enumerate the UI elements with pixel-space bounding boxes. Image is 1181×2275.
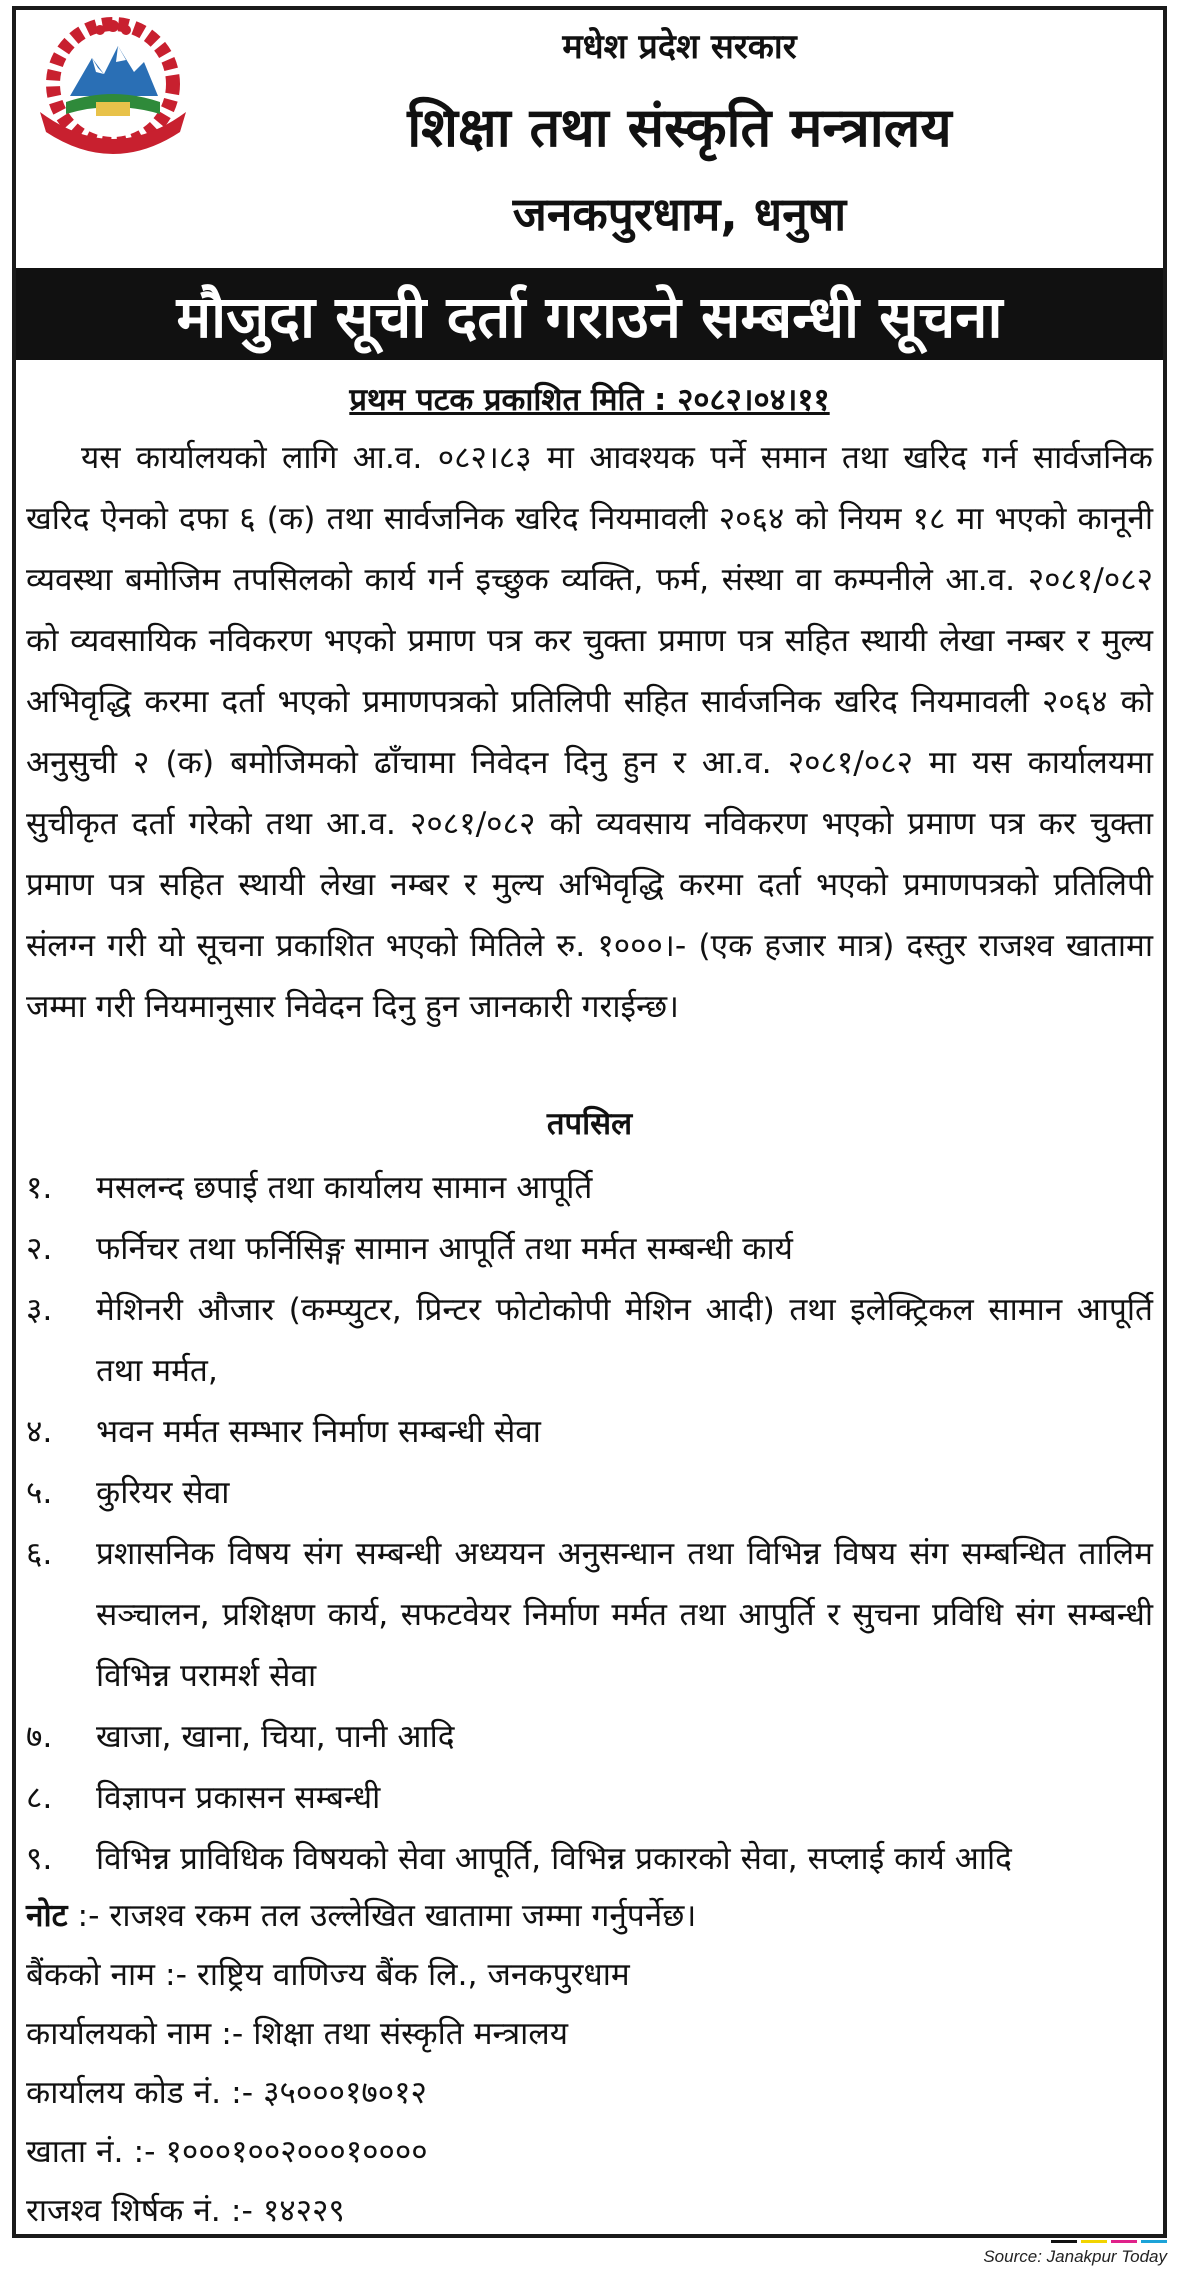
note-text: :- राजश्व रकम तल उल्लेखित खातामा जम्मा गर्नुपर्नेछ। <box>67 1898 697 1934</box>
source-credit: Source: Janakpur Today <box>983 2247 1167 2266</box>
list-item-number: ७. <box>26 1719 53 1755</box>
list-item-number: ५. <box>26 1475 53 1511</box>
list-item-text: कुरियर सेवा <box>96 1475 230 1511</box>
service-list <box>26 1158 1153 1890</box>
list-item-text: विज्ञापन प्रकासन सम्बन्धी <box>96 1780 381 1816</box>
notice-frame <box>12 6 1167 2238</box>
list-item <box>26 1402 1153 1463</box>
list-item-number: ३. <box>26 1292 53 1328</box>
list-item <box>26 1280 1153 1402</box>
list-item <box>26 1158 1153 1219</box>
ministry-name: शिक्षा तथा संस्कृति मन्त्रालय <box>407 96 952 159</box>
payment-details <box>26 1887 1153 2238</box>
revenue-heading-number: राजश्व शिर्षक नं. :- १४२२९ <box>26 2193 345 2229</box>
bank-name: बैंकको नाम :- राष्ट्रिय वाणिज्य बैंक लि., जनकपुरधाम <box>26 1957 630 1993</box>
list-item-number: २. <box>26 1231 53 1267</box>
list-item-number: ६. <box>26 1536 53 1572</box>
section-title: तपसिल <box>546 1106 633 1142</box>
color-bars <box>1051 2240 1167 2243</box>
list-item-text: मेशिनरी औजार (कम्प्युटर, प्रिन्टर फोटोकोपी मेशिन आदी) तथा इलेक्ट्रिकल सामान आपूर्ति तथा मर्मत, <box>96 1292 1153 1389</box>
note-label: नोट <box>26 1898 68 1934</box>
list-item-text: भवन मर्मत सम्भार निर्माण सम्बन्धी सेवा <box>96 1414 541 1450</box>
list-item <box>26 1768 1153 1829</box>
list-item-text: मसलन्द छपाई तथा कार्यालय सामान आपूर्ति <box>96 1170 593 1206</box>
list-item-number: ८. <box>26 1780 53 1816</box>
list-item-text: फर्निचर तथा फर्निसिङ्ग सामान आपूर्ति तथा मर्मत सम्बन्धी कार्य <box>96 1231 793 1267</box>
notice-title-banner <box>16 268 1163 360</box>
account-number: खाता नं. :- १०००१००२०००१०००० <box>26 2134 428 2170</box>
list-item <box>26 1829 1153 1890</box>
note-line <box>26 1887 1153 1946</box>
list-item <box>26 1707 1153 1768</box>
list-item <box>26 1463 1153 1524</box>
list-item <box>26 1219 1153 1280</box>
notice-body: यस कार्यालयको लागि आ.व. ०८२।८३ मा आवश्यक पर्ने समान तथा खरिद गर्न सार्वजनिक खरिद ऐनको दफा ६ (क) तथा सार्वजनिक खरिद नियमावली २०६४ को नियम १८ मा भएको कानूनी व्यवस्था बमोजिम तपसिलको कार्य गर्न इच्छुक व्यक्ति, फर्म, संस्था वा कम्पनीले आ.व. २०८१/०८२ को व्यवसायिक नविकरण भएको प्रमाण पत्र कर चुक्ता प्रमाण पत्र सहित स्थायी लेखा नम्बर र मुल्य अभिवृद्धि करमा दर्ता भएको प्रमाणपत्रको प्रतिलिपी सहित सार्वजनिक खरिद नियमावली २०६४ को अनुसुची २ (क) बमोजिमको ढाँचामा निवेदन दिनु हुन र आ.व. २०८१/०८२ मा यस कार्यालयमा सुचीकृत दर्ता गरेको तथा आ.व. २०८१/०८२ को व्यवसाय नविकरण भएको प्रमाण पत्र कर चुक्ता प्रमाण पत्र सहित स्थायी लेखा नम्बर र मुल्य अभिवृद्धि करमा दर्ता भएको प्रमाणपत्रको प्रतिलिपी संलग्न गरी यो सूचना प्रकाशित भएको मितिले रु. १०००।- (एक हजार मात्र) दस्तुर राजश्व खातामा जम्मा गरी नियमानुसार निवेदन दिनु हुन जानकारी गराईन्छ। <box>26 440 1153 1025</box>
list-item-number: १. <box>26 1170 53 1206</box>
list-item <box>26 1524 1153 1707</box>
ministry-location: जनकपुरधाम, धनुषा <box>512 187 847 241</box>
list-item-text: विभिन्न प्राविधिक विषयको सेवा आपूर्ति, विभिन्न प्रकारको सेवा, सप्लाई कार्य आदि <box>96 1841 1012 1877</box>
notice-title: मौजुदा सूची दर्ता गराउने सम्बन्धी सूचना <box>176 282 1003 351</box>
list-item-text: खाजा, खाना, चिया, पानी आदि <box>96 1719 455 1755</box>
office-name: कार्यालयको नाम :- शिक्षा तथा संस्कृति मन्त्रालय <box>26 2016 568 2052</box>
government-name: मधेश प्रदेश सरकार <box>562 27 797 67</box>
list-item-number: ९. <box>26 1841 53 1877</box>
list-item-text: प्रशासनिक विषय संग सम्बन्धी अध्ययन अनुसन्धान तथा विभिन्न विषय संग सम्बन्धित तालिम सञ्चालन, प्रशिक्षण कार्य, सफटवेयर निर्माण मर्मत तथा आपुर्ति र सुचना प्रविधि संग सम्बन्धी विभिन्न परामर्श सेवा <box>96 1536 1153 1694</box>
publish-date-text: प्रथम पटक प्रकाशित मिति : २०८२।०४।११ <box>349 382 830 418</box>
nepal-emblem-icon <box>30 16 196 156</box>
list-item-number: ४. <box>26 1414 53 1450</box>
office-code: कार्यालय कोड नं. :- ३५०००१७०१२ <box>26 2075 427 2111</box>
publish-date <box>16 378 1163 420</box>
